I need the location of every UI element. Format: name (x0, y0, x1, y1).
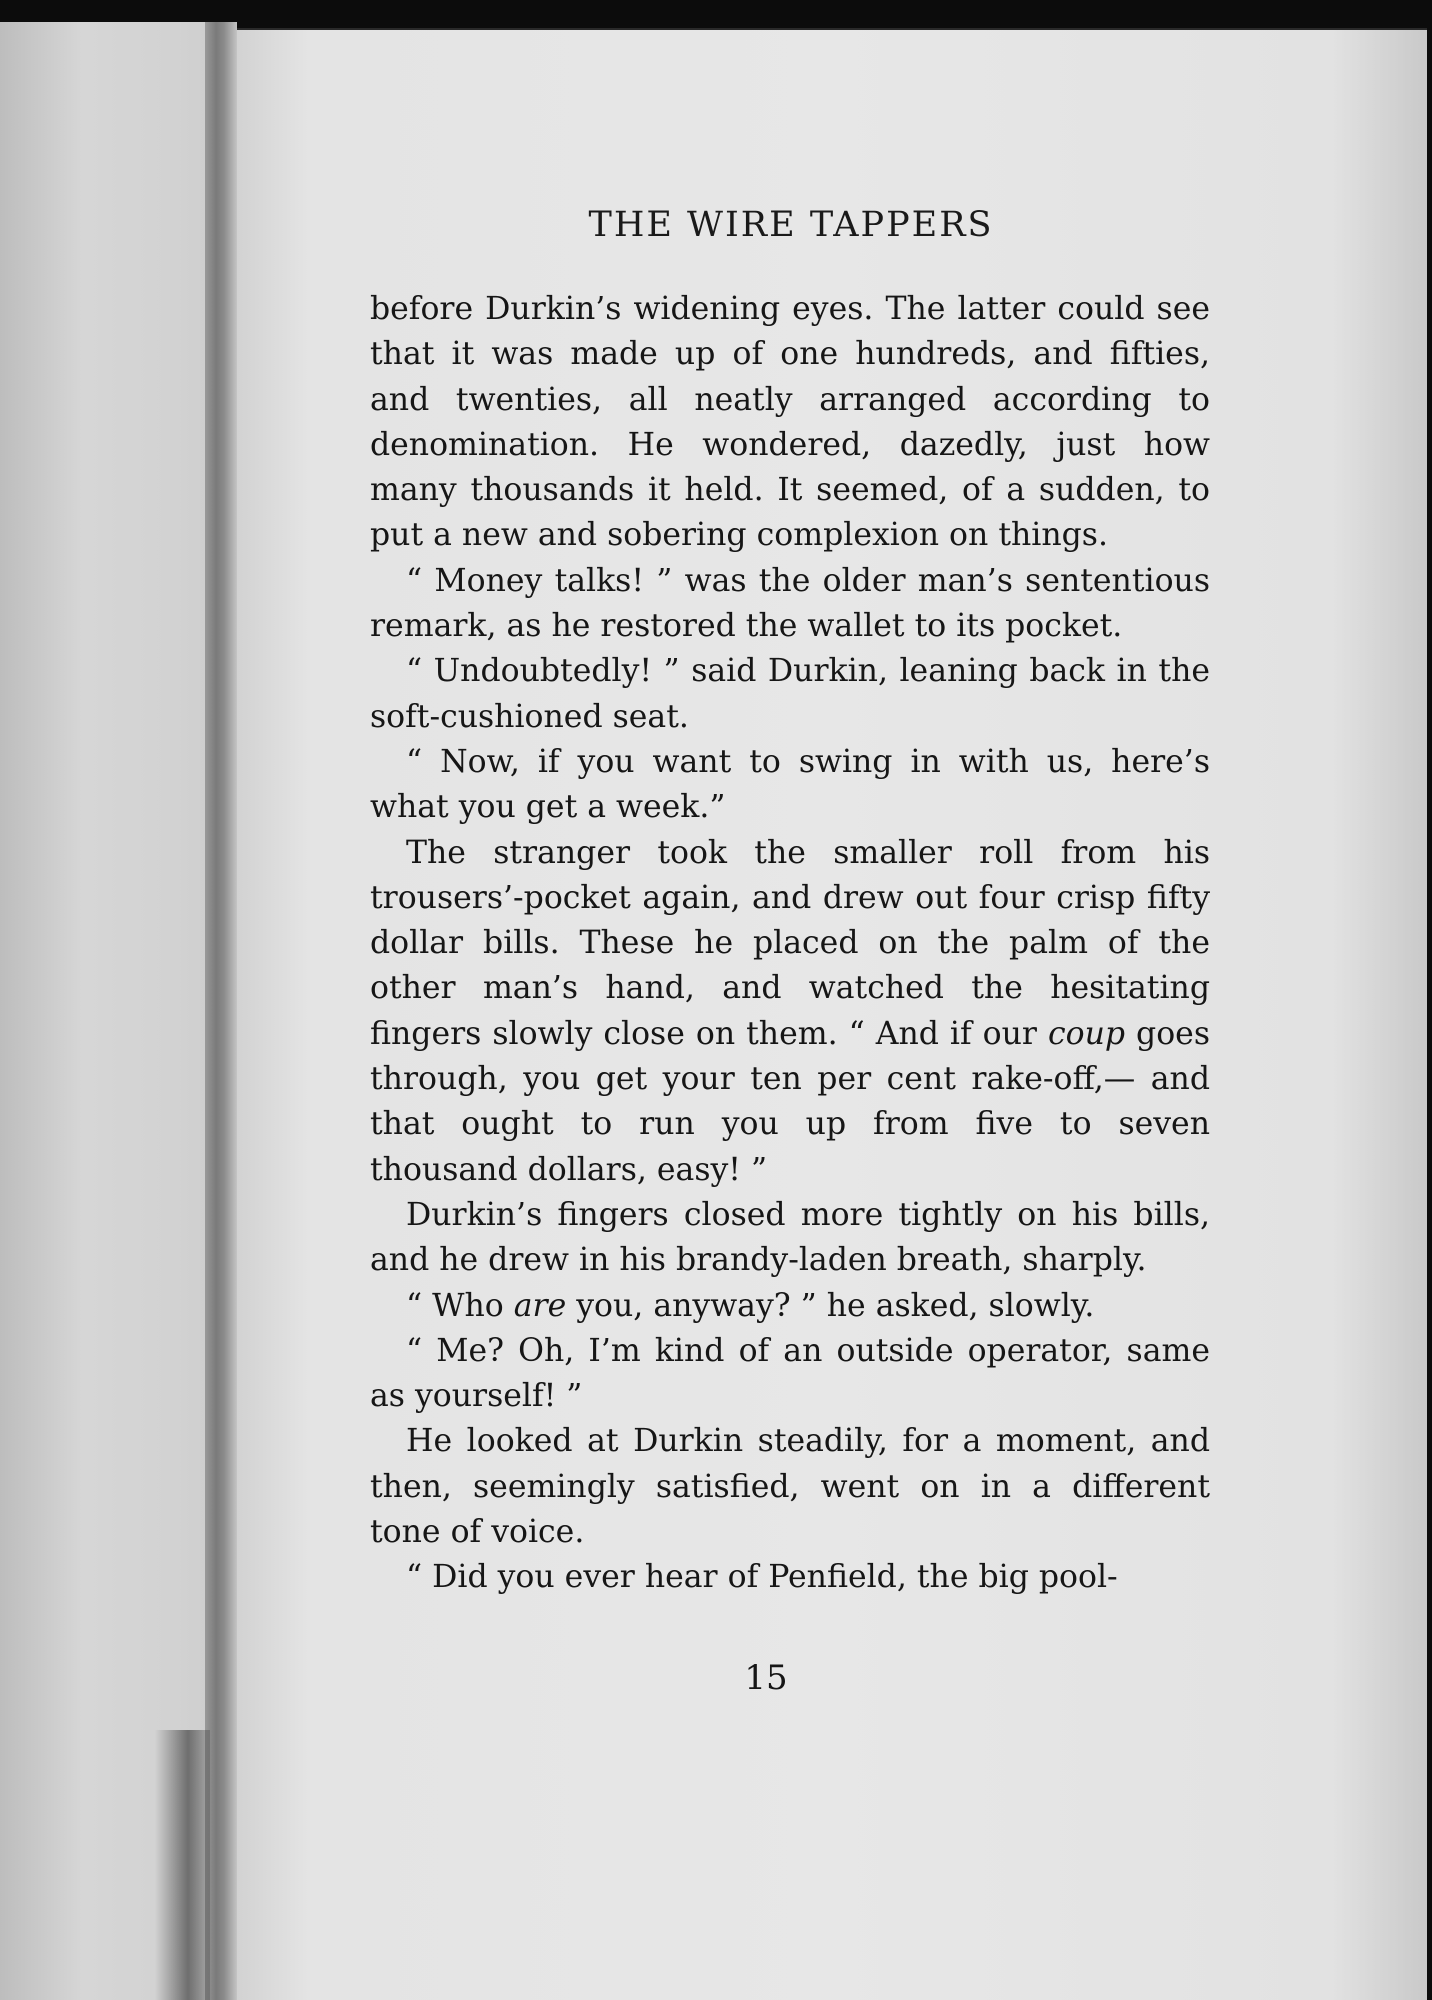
paragraph-8: “ Me? Oh, I’m kind of an outside operator, same as yourself! ” (370, 1332, 1210, 1415)
left-page-edge (0, 22, 205, 2000)
paragraph-7-text-b: you, anyway? ” he asked, slowly. (566, 1287, 1095, 1324)
body-text (370, 287, 1210, 1601)
gutter-shadow (155, 1730, 210, 2000)
book-gutter (205, 22, 237, 2000)
paragraph-1: before Durkin’s widening eyes. The latter could see that it was made up of one hundreds, and fifties, and twenties, all neatly arranged according to denomination. He wondered, dazedly, just how many thousands it held. It seemed, of a sudden, to put a new and sobering complexion on things. (370, 291, 1210, 554)
paragraph-9: He looked at Durkin steadily, for a moment, and then, seemingly satisfied, went on in a different tone of voice. (370, 1423, 1210, 1551)
paragraph-7-italic: are (513, 1287, 567, 1324)
paragraph-3: “ Undoubtedly! ” said Durkin, leaning back in the soft-cushioned seat. (370, 653, 1210, 735)
paragraph-5 (370, 831, 1210, 1193)
page-number: 15 (744, 1658, 788, 1698)
paragraph-4: “ Now, if you want to swing in with us, here’s what you get a week.” (370, 743, 1210, 826)
paragraph-2: “ Money talks! ” was the older man’s sententious remark, as he restored the wallet to its pocket. (370, 562, 1210, 645)
paragraph-7-text-a: “ Who (406, 1287, 514, 1324)
paragraph-5-text-b: goes through, you get your ten per cent rake-off,— and that ought to run you up from five to seven thousand dollars, easy! ” (370, 1015, 1210, 1188)
paragraph-5-text-a: The stranger took the smaller roll from his trousers’-pocket again, and drew out four crisp fifty dollar bills. These he placed on the palm of the other man’s hand, and watched the hesitating fingers slowly close on them. “ And if our (370, 834, 1210, 1052)
paragraph-5-italic: coup (1047, 1015, 1126, 1052)
running-head: THE WIRE TAPPERS (588, 205, 994, 245)
paragraph-7 (370, 1284, 1210, 1329)
paragraph-10: “ Did you ever hear of Penfield, the big pool- (406, 1559, 1118, 1596)
paragraph-6: Durkin’s fingers closed more tightly on his bills, and he drew in his brandy-laden breath, sharply. (370, 1196, 1210, 1279)
